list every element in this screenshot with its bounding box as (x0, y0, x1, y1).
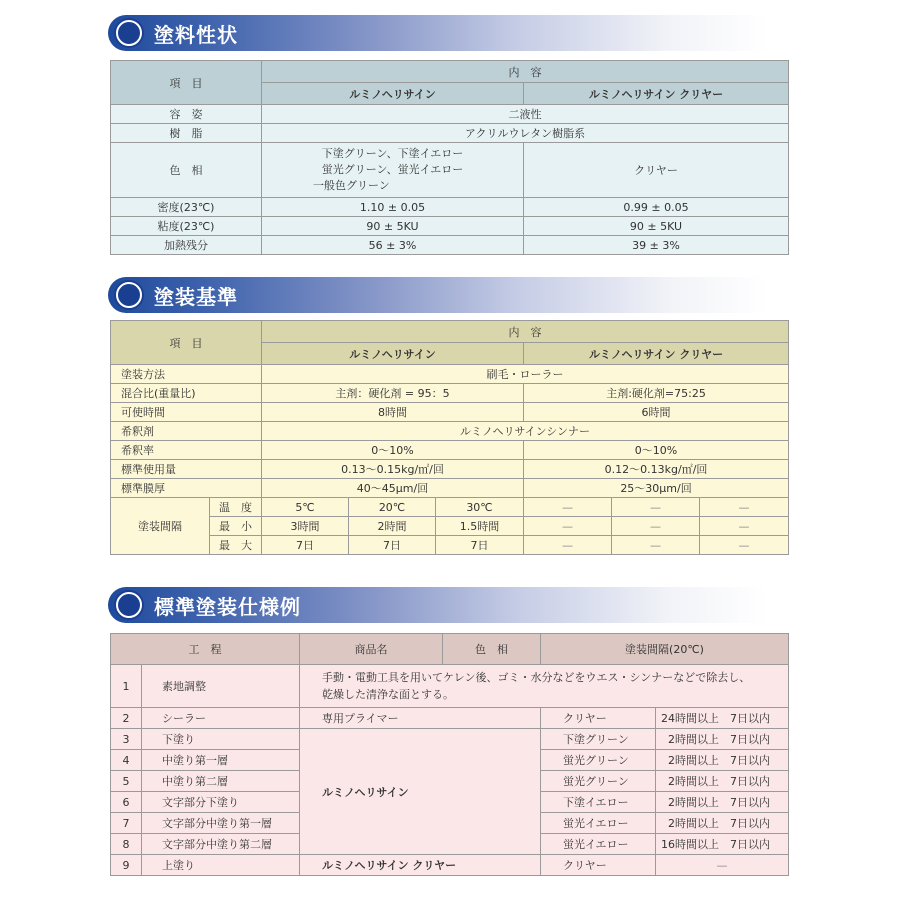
row-value: 刷毛・ローラー (262, 365, 789, 384)
table-row (111, 105, 789, 124)
row-value-a: 0〜10% (262, 441, 524, 460)
header-product-b: ルミノヘリサイン クリヤー (524, 83, 789, 105)
circle-bullet-icon (116, 592, 142, 618)
interval-value: — (612, 498, 700, 517)
row-color: 下塗イエロー (541, 792, 656, 813)
section-title: 標準塗装仕様例 (154, 594, 301, 619)
circle-bullet-icon (116, 20, 142, 46)
interval-label: 塗装間隔 (111, 498, 210, 555)
row-process: 中塗り第二層 (142, 771, 300, 792)
row-label: 粘度(23℃) (111, 217, 262, 236)
row-interval: 2時間以上 7日以内 (656, 750, 789, 771)
interval-sub-label: 最 小 (210, 517, 262, 536)
table-row (111, 517, 789, 536)
color-line: 蛍光グリーン、蛍光イエロー (321, 163, 464, 176)
row-label: 加熱残分 (111, 236, 262, 255)
row-value-a: 56 ± 3% (262, 236, 524, 255)
row-process: シーラー (142, 708, 300, 729)
header-interval: 塗装間隔(20℃) (541, 634, 789, 665)
section-header-standard-spec (108, 587, 768, 623)
row-interval: 2時間以上 7日以内 (656, 771, 789, 792)
table-row (111, 198, 789, 217)
table-row (111, 365, 789, 384)
table-row (111, 217, 789, 236)
header-content: 内 容 (262, 61, 789, 83)
row-color: 蛍光イエロー (541, 813, 656, 834)
header-item: 項 目 (111, 61, 262, 105)
interval-value: — (524, 536, 612, 555)
row-label: 密度(23℃) (111, 198, 262, 217)
merged-product: ルミノヘリサイン (300, 729, 541, 855)
row-value-b: 6時間 (524, 403, 789, 422)
row-process: 文字部分中塗り第一層 (142, 813, 300, 834)
row-value-a: 8時間 (262, 403, 524, 422)
row-label: 混合比(重量比) (111, 384, 262, 403)
interval-value: — (612, 517, 700, 536)
row-number: 4 (111, 750, 142, 771)
section-title: 塗装基準 (154, 284, 238, 309)
coating-properties-table (110, 60, 789, 255)
header-color: 色 相 (443, 634, 541, 665)
row-interval: 2時間以上 7日以内 (656, 729, 789, 750)
row-process: 中塗り第一層 (142, 750, 300, 771)
row-value-b: 0〜10% (524, 441, 789, 460)
note-line: 乾燥した清浄な面とする。 (322, 688, 454, 701)
row-color: 蛍光イエロー (541, 834, 656, 855)
standard-spec-table (110, 633, 789, 876)
interval-value: 30℃ (436, 498, 524, 517)
table-row (111, 422, 789, 441)
row-value: アクリルウレタン樹脂系 (262, 124, 789, 143)
row-value-b: クリヤー (524, 143, 789, 198)
row-number: 6 (111, 792, 142, 813)
table-row (111, 403, 789, 422)
row-color: クリヤー (541, 708, 656, 729)
table-row (111, 479, 789, 498)
row-interval: 16時間以上 7日以内 (656, 834, 789, 855)
row-number: 5 (111, 771, 142, 792)
header-content: 内 容 (262, 321, 789, 343)
row-process: 下塗り (142, 729, 300, 750)
row-label: 容 姿 (111, 105, 262, 124)
interval-value: 7日 (262, 536, 349, 555)
header-product-a: ルミノヘリサイン (262, 343, 524, 365)
row-number: 2 (111, 708, 142, 729)
row-value-a: 90 ± 5KU (262, 217, 524, 236)
interval-value: 7日 (436, 536, 524, 555)
header-product: 商品名 (300, 634, 443, 665)
interval-value: — (524, 498, 612, 517)
row-process: 素地調整 (142, 665, 300, 708)
row-interval: 24時間以上 7日以内 (656, 708, 789, 729)
row-color: 蛍光グリーン (541, 771, 656, 792)
table-row (111, 124, 789, 143)
note-line: 手動・電動工具を用いてケレン後、ゴミ・水分などをウエス・シンナーなどで除去し、 (322, 671, 751, 684)
interval-value: 3時間 (262, 517, 349, 536)
row-interval: 2時間以上 7日以内 (656, 792, 789, 813)
row-color: クリヤー (541, 855, 656, 876)
table-row (111, 498, 789, 517)
row-value-a (262, 143, 524, 198)
interval-value: — (612, 536, 700, 555)
interval-value: 2時間 (349, 517, 436, 536)
row-label: 可使時間 (111, 403, 262, 422)
row-value-b: 39 ± 3% (524, 236, 789, 255)
row-label: 標準使用量 (111, 460, 262, 479)
coating-standard-table (110, 320, 789, 555)
section-header-coating-standard (108, 277, 768, 313)
color-line: 一般色グリーン (313, 179, 390, 192)
interval-value: — (700, 517, 789, 536)
table-row (111, 665, 789, 708)
row-label: 塗装方法 (111, 365, 262, 384)
row-label: 希釈率 (111, 441, 262, 460)
row-value: ルミノヘリサインシンナー (262, 422, 789, 441)
interval-value: 20℃ (349, 498, 436, 517)
interval-sub-label: 最 大 (210, 536, 262, 555)
row-number: 1 (111, 665, 142, 708)
table-row (111, 708, 789, 729)
row-color: 蛍光グリーン (541, 750, 656, 771)
row-value-b: 90 ± 5KU (524, 217, 789, 236)
row-value-b: 主剤:硬化剤=75:25 (524, 384, 789, 403)
header-item: 項 目 (111, 321, 262, 365)
row-number: 3 (111, 729, 142, 750)
row-value-b: 0.99 ± 0.05 (524, 198, 789, 217)
interval-value: 7日 (349, 536, 436, 555)
row-label: 希釈剤 (111, 422, 262, 441)
row-label: 樹 脂 (111, 124, 262, 143)
header-product-b: ルミノヘリサイン クリヤー (524, 343, 789, 365)
row-interval: 2時間以上 7日以内 (656, 813, 789, 834)
interval-value: — (524, 517, 612, 536)
table-row (111, 855, 789, 876)
interval-sub-label: 温 度 (210, 498, 262, 517)
circle-bullet-icon (116, 282, 142, 308)
table-row (111, 729, 789, 750)
row-number: 7 (111, 813, 142, 834)
row-number: 8 (111, 834, 142, 855)
interval-value: 5℃ (262, 498, 349, 517)
row-value-a: 40〜45μm/回 (262, 479, 524, 498)
section-header-coating-properties (108, 15, 768, 51)
row-product: 専用プライマー (300, 708, 541, 729)
row-note (300, 665, 789, 708)
row-label: 標準膜厚 (111, 479, 262, 498)
interval-value: — (700, 498, 789, 517)
row-value-a: 0.13〜0.15kg/㎡/回 (262, 460, 524, 479)
table-row (111, 460, 789, 479)
row-value-a: 1.10 ± 0.05 (262, 198, 524, 217)
section-title: 塗料性状 (154, 22, 238, 47)
table-row (111, 143, 789, 198)
row-interval: — (656, 855, 789, 876)
row-color: 下塗グリーン (541, 729, 656, 750)
row-value: 二液性 (262, 105, 789, 124)
table-row (111, 384, 789, 403)
row-label: 色 相 (111, 143, 262, 198)
row-process: 文字部分下塗り (142, 792, 300, 813)
row-process: 上塗り (142, 855, 300, 876)
row-product: ルミノヘリサイン クリヤー (300, 855, 541, 876)
row-value-a: 主剤：硬化剤 = 95：5 (262, 384, 524, 403)
row-number: 9 (111, 855, 142, 876)
table-row (111, 236, 789, 255)
color-line: 下塗グリーン、下塗イエロー (321, 147, 464, 160)
interval-value: 1.5時間 (436, 517, 524, 536)
table-row (111, 441, 789, 460)
table-row (111, 536, 789, 555)
interval-value: — (700, 536, 789, 555)
row-value-b: 25〜30μm/回 (524, 479, 789, 498)
row-process: 文字部分中塗り第二層 (142, 834, 300, 855)
header-product-a: ルミノヘリサイン (262, 83, 524, 105)
row-value-b: 0.12〜0.13kg/㎡/回 (524, 460, 789, 479)
header-process: 工 程 (111, 634, 300, 665)
